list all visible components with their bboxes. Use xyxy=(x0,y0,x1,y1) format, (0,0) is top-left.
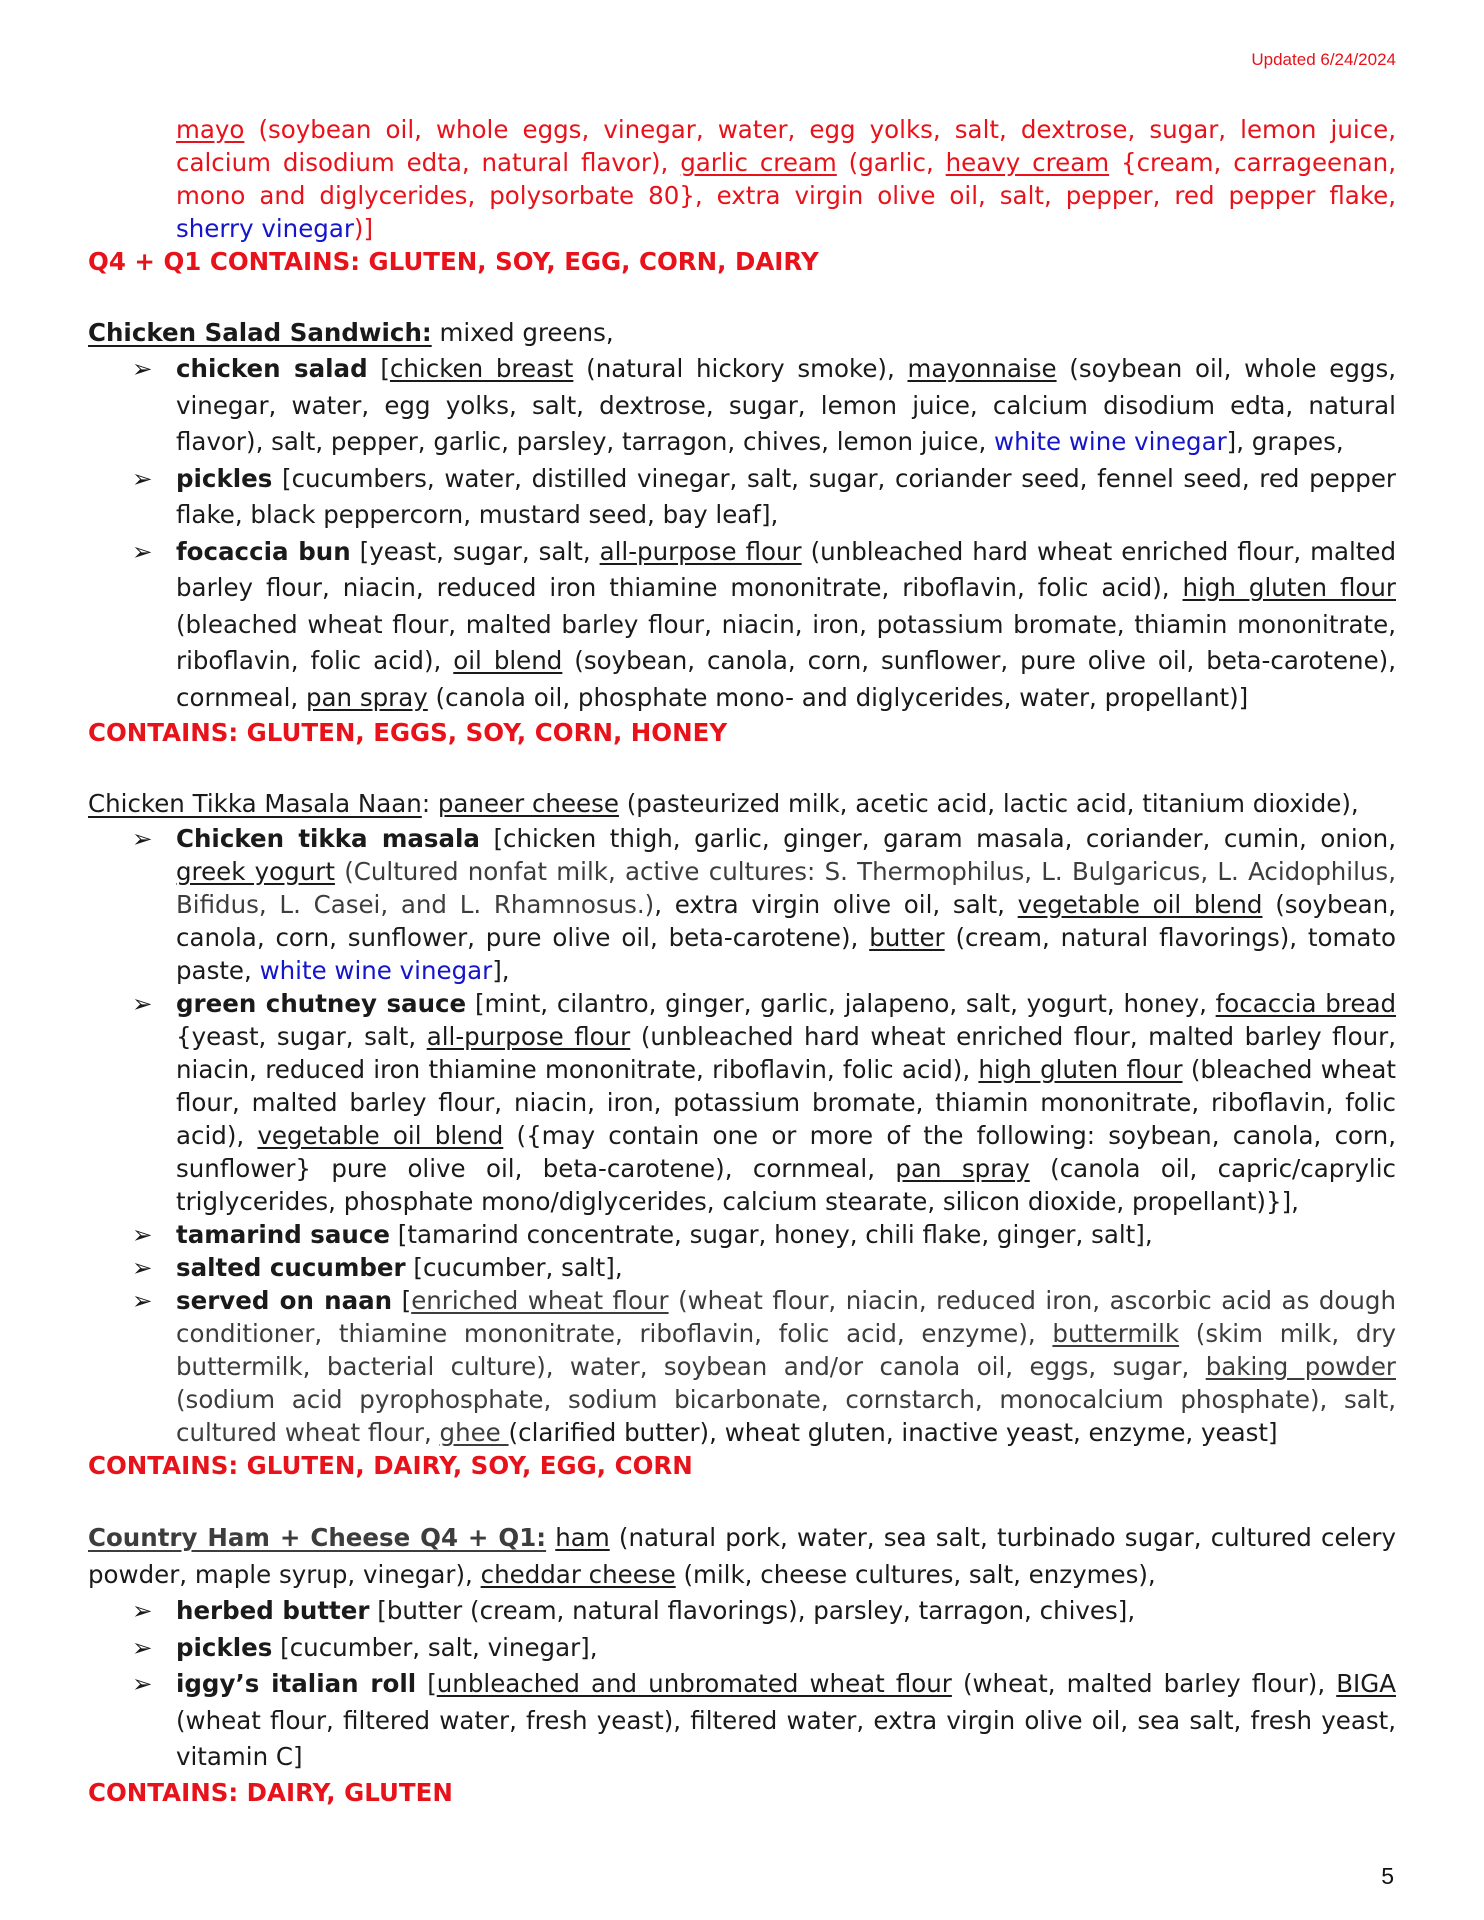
list-item: ➢ pickles [cucumbers, water, distilled vinegar, salt, sugar, coriander seed, fennel seed, red pepper flake, black peppercorn, mustard seed, bay leaf], xyxy=(88,461,1396,534)
carryover-ingredients: mayo (soybean oil, whole eggs, vinegar, water, egg yolks, salt, dextrose, sugar, lemon juice, calcium disodium edta, natural flavor), garlic cream (garlic, heavy cream {cream, carrageenan, mono and diglycerides, polysorbate 80}, extra virgin olive oil, salt, pepper, red pepper flake, sherry vinegar)] xyxy=(176,115,1396,243)
tikka-list xyxy=(88,822,1396,1449)
arrow-bullet-icon: ➢ xyxy=(132,1253,153,1282)
arrow-bullet-icon: ➢ xyxy=(132,1596,153,1625)
carryover-contains: Q4 + Q1 CONTAINS: GLUTEN, SOY, EGG, CORN, DAIRY xyxy=(88,247,819,276)
arrow-bullet-icon: ➢ xyxy=(132,1220,153,1249)
chicken-salad-list xyxy=(88,351,1396,716)
tikka-header: Chicken Tikka Masala Naan: paneer cheese (pasteurized milk, acetic acid, lactic acid, titanium dioxide), xyxy=(88,789,1359,818)
list-item: ➢ iggy’s italian roll [unbleached and unbromated wheat flour (wheat, malted barley flour), BIGA (wheat flour, filtered water, fresh yeast), filtered water, extra virgin olive oil, sea salt, fresh yeast, vitamin C] xyxy=(88,1666,1396,1776)
heavy-cream-term: heavy cream xyxy=(945,148,1110,177)
list-item: ➢ herbed butter [butter (cream, natural flavorings), parsley, tarragon, chives], xyxy=(88,1593,1396,1630)
list-item: ➢ served on naan [enriched wheat flour (wheat flour, niacin, reduced iron, ascorbic acid as dough conditioner, thiamine mononitrate, riboflavin, folic acid, enzyme), buttermilk (skim milk, dry buttermilk, bacterial culture), water, soybean and/or canola oil, eggs, sugar, baking powder (sodium acid pyrophosphate, sodium bicarbonate, cornstarch, monocalcium phosphate), salt, cultured wheat flour, ghee (clarified butter), wheat gluten, inactive yeast, enzyme, yeast] xyxy=(132,1286,1396,1447)
arrow-bullet-icon: ➢ xyxy=(132,463,153,493)
list-item: ➢ chicken salad [chicken breast (natural hickory smoke), mayonnaise (soybean oil, whole eggs, vinegar, water, egg yolks, salt, dextrose, sugar, lemon juice, calcium disodium edta, natural flavor), salt, pepper, garlic, parsley, tarragon, chives, lemon juice, white wine vinegar], grapes, xyxy=(88,351,1396,461)
arrow-bullet-icon: ➢ xyxy=(132,1669,153,1698)
ham-title: Country Ham + Cheese Q4 + Q1: xyxy=(88,1523,547,1552)
garlic-cream-term: garlic cream xyxy=(680,148,837,177)
sherry-vinegar-term: sherry vinegar xyxy=(176,214,354,243)
page-number: 5 xyxy=(1381,1863,1394,1889)
ham-header: Country Ham + Cheese Q4 + Q1: ham (natural pork, water, sea salt, turbinado sugar, cultured celery powder, maple syrup, vinegar), cheddar cheese (milk, cheese cultures, salt, enzymes), xyxy=(88,1523,1396,1589)
list-item: ➢ green chutney sauce [mint, cilantro, ginger, garlic, jalapeno, salt, yogurt, honey, focaccia bread {yeast, sugar, salt, all-purpose flour (unbleached hard wheat enriched flour, malted barley flour, niacin, reduced iron thiamine mononitrate, riboflavin, folic acid), high gluten flour (bleached wheat flour, malted barley flour, niacin, iron, potassium bromate, thiamin mononitrate, riboflavin, folic acid), vegetable oil blend ({may contain one or more of the following: soybean, canola, corn, sunflower} pure olive oil, beta-carotene), cornmeal, pan spray (canola oil, capric/caprylic triglycerides, phosphate mono/diglycerides, calcium stearate, silicon dioxide, propellant)}], xyxy=(132,989,1397,1216)
chicken-salad-contains: CONTAINS: GLUTEN, EGGS, SOY, CORN, HONEY xyxy=(88,718,728,747)
list-item: ➢ salted cucumber [cucumber, salt], xyxy=(132,1253,623,1282)
arrow-bullet-icon: ➢ xyxy=(132,989,153,1018)
list-item: ➢ tamarind sauce [tamarind concentrate, sugar, honey, chili flake, ginger, salt], xyxy=(132,1220,1153,1249)
mayo-term: mayo xyxy=(176,115,245,144)
updated-date: Updated 6/24/2024 xyxy=(1251,50,1396,69)
ham-list xyxy=(88,1593,1396,1776)
arrow-bullet-icon: ➢ xyxy=(132,1286,153,1315)
chicken-salad-title: Chicken Salad Sandwich: xyxy=(88,318,432,347)
arrow-bullet-icon: ➢ xyxy=(132,354,153,383)
document-body xyxy=(88,113,1396,1810)
arrow-bullet-icon: ➢ xyxy=(132,1632,153,1662)
list-item: ➢ focaccia bun [yeast, sugar, salt, all-purpose flour (unbleached hard wheat enriched flour, malted barley flour, niacin, reduced iron thiamine mononitrate, riboflavin, folic acid), high gluten flour (bleached wheat flour, malted barley flour, niacin, iron, potassium bromate, thiamin mononitrate, riboflavin, folic acid), oil blend (soybean, canola, corn, sunflower, pure olive oil, beta-carotene), cornmeal, pan spray (canola oil, phosphate mono- and diglycerides, water, propellant)] xyxy=(88,534,1396,717)
chicken-salad-header: Chicken Salad Sandwich: mixed greens, xyxy=(88,318,614,347)
tikka-title: Chicken Tikka Masala Naan xyxy=(88,789,422,818)
arrow-bullet-icon: ➢ xyxy=(132,536,153,566)
list-item: ➢ pickles [cucumber, salt, vinegar], xyxy=(88,1630,1396,1667)
ham-contains: CONTAINS: DAIRY, GLUTEN xyxy=(88,1777,453,1807)
tikka-contains: CONTAINS: GLUTEN, DAIRY, SOY, EGG, CORN xyxy=(88,1451,693,1480)
list-item: ➢ Chicken tikka masala [chicken thigh, garlic, ginger, garam masala, coriander, cumin, onion, greek yogurt (Cultured nonfat milk, active cultures: S. Thermophilus, L. Bulgaricus, L. Acidophilus, Bifidus, L. Casei, and L. Rhamnosus.), extra virgin olive oil, salt, vegetable oil blend (soybean, canola, corn, sunflower, pure olive oil, beta-carotene), butter (cream, natural flavorings), tomato paste, white wine vinegar], xyxy=(132,824,1396,985)
arrow-bullet-icon: ➢ xyxy=(132,824,153,853)
